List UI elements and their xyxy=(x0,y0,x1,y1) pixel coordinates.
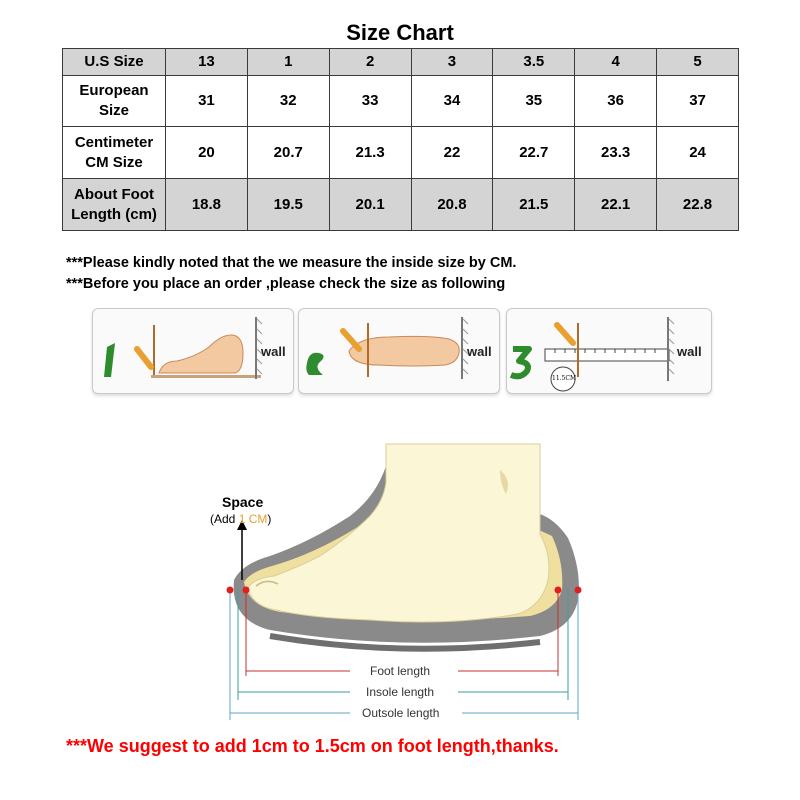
table-cell: 19.5 xyxy=(247,179,329,231)
wall-label: wall xyxy=(677,344,702,359)
foot-measure-diagram xyxy=(200,430,620,730)
table-row-eu xyxy=(63,75,739,127)
table-cell: 3.5 xyxy=(493,49,575,76)
table-cell: 23.3 xyxy=(575,127,657,179)
measure-steps xyxy=(92,308,710,392)
foot-length-label: Foot length xyxy=(370,664,431,678)
page-title: Size Chart xyxy=(346,20,454,45)
table-cell: 37 xyxy=(657,75,739,127)
table-cell: 33 xyxy=(329,75,411,127)
wall-label: wall xyxy=(261,344,286,359)
row-label: Centimeter CM Size xyxy=(63,127,166,179)
table-cell: 5 xyxy=(657,49,739,76)
row-label: U.S Size xyxy=(63,49,166,76)
note-check: ***Before you place an order ,please check the size as following xyxy=(66,276,506,292)
add-value: 1 CM xyxy=(238,512,268,526)
row-label: About Foot Length (cm) xyxy=(63,179,166,231)
table-cell: 20.7 xyxy=(247,127,329,179)
table-cell: 2 xyxy=(329,49,411,76)
table-cell: 20.1 xyxy=(329,179,411,231)
table-cell: 36 xyxy=(575,75,657,127)
suggestion-note: ***We suggest to add 1cm to 1.5cm on foot length,thanks. xyxy=(66,736,559,756)
insole-length-label: Insole length xyxy=(366,685,435,699)
table-cell: 22.1 xyxy=(575,179,657,231)
table-row-cm xyxy=(63,127,739,179)
table-cell: 22 xyxy=(411,127,493,179)
table-row-foot-length xyxy=(63,179,739,231)
table-cell: 22.7 xyxy=(493,127,575,179)
table-cell: 13 xyxy=(166,49,248,76)
table-cell: 35 xyxy=(493,75,575,127)
outsole-length-label: Outsole length xyxy=(362,706,440,720)
step-3-panel xyxy=(506,308,712,394)
space-label: Space xyxy=(222,494,264,510)
wall-label: wall xyxy=(467,344,492,359)
table-cell: 18.8 xyxy=(166,179,248,231)
table-cell: 21.3 xyxy=(329,127,411,179)
table-row-us xyxy=(63,49,739,76)
table-cell: 34 xyxy=(411,75,493,127)
table-cell: 1 xyxy=(247,49,329,76)
row-label: European Size xyxy=(63,75,166,127)
ruler-tag: 11.5CM xyxy=(552,375,577,382)
table-cell: 31 xyxy=(166,75,248,127)
table-cell: 22.8 xyxy=(657,179,739,231)
table-cell: 20 xyxy=(166,127,248,179)
table-cell: 24 xyxy=(657,127,739,179)
table-cell: 32 xyxy=(247,75,329,127)
table-cell: 3 xyxy=(411,49,493,76)
size-table xyxy=(62,48,739,231)
table-cell: 4 xyxy=(575,49,657,76)
step-1-panel xyxy=(92,308,294,394)
add-note: (Add 1 CM) xyxy=(210,512,272,526)
step-2-panel xyxy=(298,308,500,394)
note-measure: ***Please kindly noted that the we measure the inside size by CM. xyxy=(66,255,517,271)
table-cell: 20.8 xyxy=(411,179,493,231)
table-cell: 21.5 xyxy=(493,179,575,231)
